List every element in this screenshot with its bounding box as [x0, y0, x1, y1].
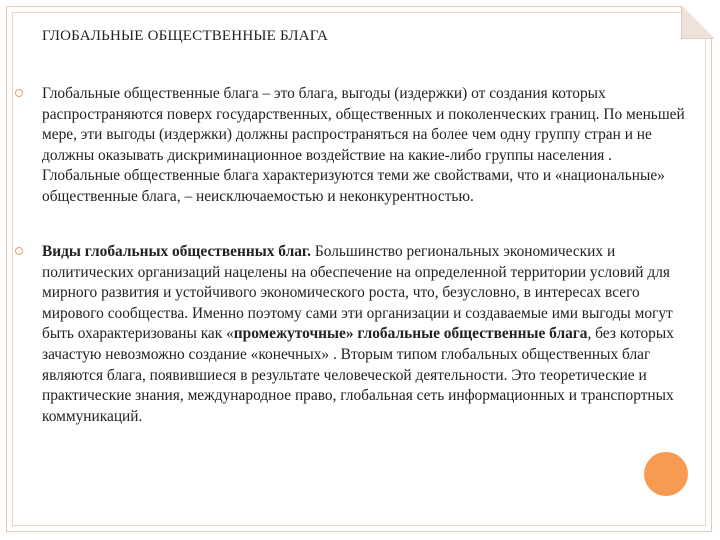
- bullet-types-lead: Виды глобальных общественных благ.: [42, 243, 312, 260]
- bullet-types: [42, 242, 687, 427]
- bullet-circle-icon: [15, 247, 23, 255]
- bullet-definition: [42, 84, 687, 208]
- bullet-types-text: [42, 242, 687, 427]
- bullet-definition-text: Глобальные общественные блага – это блага, выгоды (издержки) от создания которых распространяются поверх государственных, общественных и поколенческих границ. По меньшей мере, эти выгоды (издержки) должны распространяться на более чем одну группу стран и не должны оказывать дискриминационное воздействие на какие-либо группы населения . Глобальные общественные блага характеризуются теми же свойствами, что и «национальные» общественные блага, – неисключаемостью и неконкурентностью.: [42, 85, 685, 205]
- bullet-types-part2: , без которых зачастую невозможно создание «конечных» . Вторым типом глобальных общественных благ являются блага, появившиеся в результате человеческой деятельности. Это теоретические и практические знания, международное право, глобальная сеть информационных и транспортных коммуникаций.: [42, 325, 674, 425]
- slide-title: ГЛОБАЛЬНЫЕ ОБЩЕСТВЕННЫЕ БЛАГА: [42, 28, 329, 44]
- bullet-types-part1: Большинство региональных экономических и политических организаций нацелены на обеспечение на определенной территории условий для мирного развития и устойчивого экономического роста, что, безусловно, в интересах всего мирового сообщества. Именно поэтому сами эти организации и создаваемые ими выгоды могут быть охарактеризованы как «: [42, 243, 673, 343]
- page-fold-icon: [681, 6, 714, 39]
- decorative-orange-circle: [644, 452, 688, 496]
- bullet-circle-icon: [15, 89, 23, 97]
- bullet-types-strong: промежуточные» глобальные общественные блага: [233, 325, 588, 343]
